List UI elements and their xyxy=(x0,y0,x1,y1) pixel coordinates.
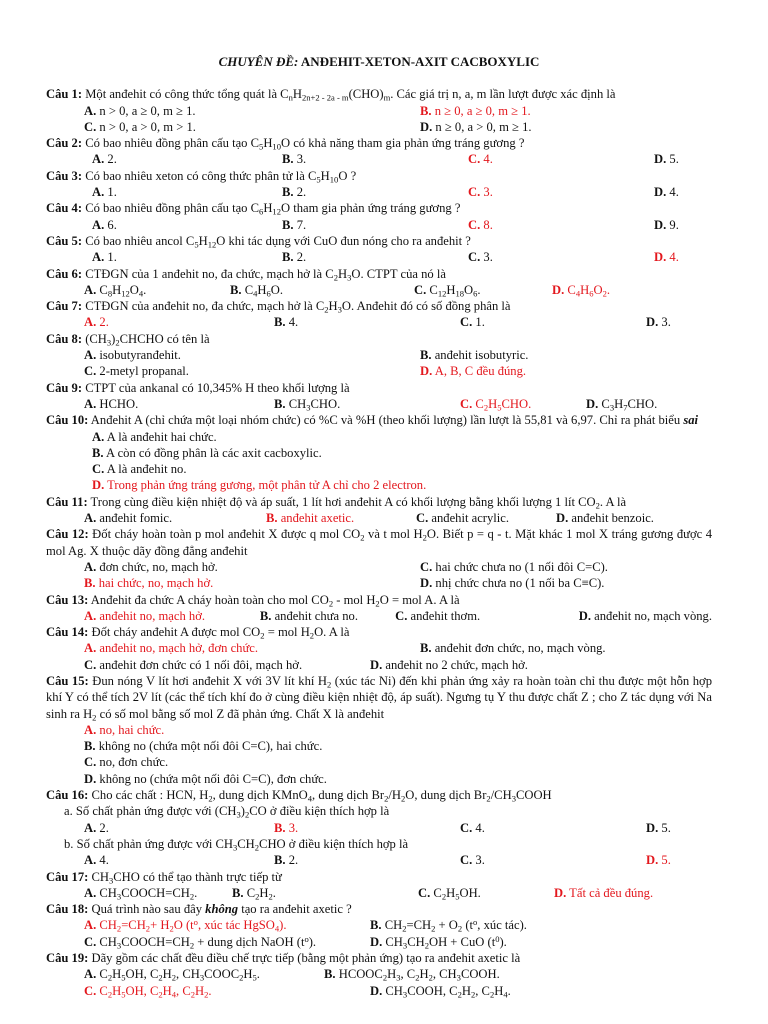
answer-row xyxy=(46,510,712,526)
option-d: D. Trong phản ứng tráng gương, một phân tử A chỉ cho 2 electron. xyxy=(92,478,427,493)
option-d: D. anđehit no, mạch vòng. xyxy=(578,608,713,623)
question-17: Câu 17: $CH_3CHO$ có thể tạo thành trực tiếp từ xyxy=(46,869,282,885)
question-1 xyxy=(46,86,712,102)
option-d: D. $CH_3CH_2OH$ + CuO $(t^0)$. xyxy=(370,933,507,951)
option-a: A. anđehit fomic. xyxy=(84,511,173,526)
option-a: A. no, hai chức. xyxy=(84,722,165,737)
answer-row xyxy=(46,820,712,836)
question-18: Câu 18: Quá trình nào sau đây không tạo ra anđehit axetic ? xyxy=(46,902,352,917)
question-3: Câu 3: Có bao nhiêu xeton có công thức phân tử là $C_5H_{10}O$ ? xyxy=(46,168,357,185)
option-a: A. anđehit no, mạch hở, đơn chức. xyxy=(84,641,259,656)
option-a: A. 1. xyxy=(92,185,117,200)
answer-row xyxy=(46,119,712,135)
option-b: B. anđehit axetic. xyxy=(266,511,355,526)
option-c: C. n > 0, a > 0, m > 1. xyxy=(84,119,196,134)
question-16a: a. Số chất phản ứng được với $(CH_3)_2CO$ ở điều kiện thích hợp là xyxy=(64,804,390,820)
question-16: Câu 16: Cho các chất : HCN, $H_2$, dung dịch KMnO$_4$, dung dịch $Br_2/H_2O$, dung dịch $Br_2/CH_3COOH$ xyxy=(46,788,552,804)
answer-row xyxy=(46,396,712,412)
option-b: C. hai chức chưa no (1 nối đôi C=C). xyxy=(420,559,608,574)
option-b: B. 3. xyxy=(274,820,299,835)
title-rest: ANĐEHIT-XETON-AXIT CACBOXYLIC xyxy=(298,54,540,69)
option-a: A. n > 0, a ≥ 0, m ≥ 1. xyxy=(84,103,196,118)
emphasis-khong: không xyxy=(205,902,239,917)
option-d: D. 5. xyxy=(654,152,679,167)
option-b: B. $C_2H_2$. xyxy=(232,885,276,902)
answer-row xyxy=(46,282,712,298)
option-c: B. hai chức, no, mạch hở. xyxy=(84,576,214,591)
question-11: Câu 11: Trong cùng điều kiện nhiệt độ và áp suất, 1 lít hơi anđehit A có khối lượng bằng khối lượng 1 lít $CO_2$. A là xyxy=(46,494,627,511)
option-b: B. anđehit isobutyric. xyxy=(420,348,529,363)
option-d: D. A, B, C đều đúng. xyxy=(420,364,527,379)
option-c: C. $C_2H_5CHO$. xyxy=(460,396,532,413)
option-d: D. anđehit benzoic. xyxy=(556,511,654,526)
option-b: B. 2. xyxy=(282,250,307,265)
question-12: Câu 12: Đốt cháy hoàn toàn p mol anđehit X được q mol $CO_2$ và t mol $H_2O$. Biết p = q - t. Mặt khác 1 mol X tráng gương được 4 mol Ag. X thuộc dãy đồng đẳng anđehit xyxy=(46,527,712,558)
answer-row xyxy=(46,640,712,656)
option-c: C. anđehit đơn chức có 1 nối đôi, mạch hở. xyxy=(84,657,303,672)
answer-row xyxy=(46,934,712,950)
option-c: C. $C_2H_5OH$, $C_2H_4$, $C_2H_2$. xyxy=(84,983,212,1000)
question-2: Câu 2: Có bao nhiêu đồng phân cấu tạo $C_5H_{10}O$ có khả năng tham gia phản ứng tráng gương ? xyxy=(46,136,525,152)
option-c: C. anđehit acrylic. xyxy=(416,511,510,526)
question-6: Câu 6: CTĐGN của 1 anđehit no, đa chức, mạch hở là $C_2H_3O$. CTPT của nó là xyxy=(46,266,446,282)
question-16b: b. Số chất phản ứng được với $CH_3CH_2CHO$ ở điều kiện thích hợp là xyxy=(64,836,409,853)
answer-row xyxy=(46,966,712,982)
question-15: Câu 15: Đun nóng V lít hơi anđehit X với 3V lít khí $H_2$ (xúc tác Ni) đến khi phản ứng xảy ra hoàn toàn chỉ thu được một hỗn hợp khí Y có thể tích 2V lít (các thể tích khí đo ở cùng điều kiện nhiệt độ, áp suất). Ngưng tụ Y thu được chất Z ; cho Z tác dụng với Na sinh ra $H_2$ có số mol bằng số mol Z đã phản ứng. Chất X là anđehit xyxy=(46,673,712,722)
question-9: Câu 9: CTPT của ankanal có 10,345% H theo khối lượng là xyxy=(46,380,350,395)
question-5: Câu 5: Có bao nhiêu ancol $C_5H_{12}O$ khi tác dụng với CuO đun nóng cho ra anđehit ? xyxy=(46,233,471,250)
answer-row xyxy=(46,575,712,591)
option-a: A. 2. xyxy=(84,820,109,835)
option-a: A. 4. xyxy=(84,853,109,868)
answer-row xyxy=(46,608,712,624)
option-a: A. đơn chức, no, mạch hở. xyxy=(84,559,218,574)
option-b: B. $CH_3CHO$. xyxy=(274,396,341,413)
option-c: C. 3. xyxy=(460,853,485,868)
option-a: A. 1. xyxy=(92,250,117,265)
option-b: B. anđehit đơn chức, no, mạch vòng. xyxy=(420,641,606,656)
option-d: D. $C_3H_7CHO$. xyxy=(586,396,658,413)
option-a: A. $CH_3COOCH=CH_2$. xyxy=(84,885,198,902)
option-a: A. $CH_2=CH_2+ H_2O$ ($t^o$, xúc tác HgSO$_4$). xyxy=(84,917,287,934)
option-a: A. isobutyranđehit. xyxy=(84,348,181,363)
emphasis-sai: sai xyxy=(683,413,699,428)
option-b: B. $HCOOC_2H_3$, $C_2H_2$, $CH_3COOH$. xyxy=(324,967,500,983)
option-b: B. anđehit chưa no. xyxy=(259,608,358,623)
option-c: C. 1. xyxy=(460,315,485,330)
answer-row xyxy=(46,217,712,233)
question-14: Câu 14: Đốt cháy anđehit A được mol $CO_2$ = mol $H_2O$. A là xyxy=(46,625,350,641)
question-8: Câu 8: $(CH_3)_2CHCHO$ có tên là xyxy=(46,331,210,348)
question-7: Câu 7: CTĐGN của anđehit no, đa chức, mạch hở là $C_2H_3O$. Anđehit đó có số đồng phân là xyxy=(46,299,511,315)
answer-row xyxy=(46,314,712,330)
option-c: C. 4. xyxy=(468,152,493,167)
option-a: A. 6. xyxy=(92,217,117,232)
option-b: B. $C_4H_6O$. xyxy=(230,282,284,299)
question-13: Câu 13: Anđehit đa chức A cháy hoàn toàn cho mol $CO_2$ - mol $H_2O$ = mol A. A là xyxy=(46,592,460,608)
option-c: C. 4. xyxy=(460,820,485,835)
option-c: C. no, đơn chức. xyxy=(84,755,169,770)
answer-row xyxy=(46,657,712,673)
option-b: B. $CH_2=CH_2 + O_2$ ($t^o$, xúc tác). xyxy=(370,917,527,934)
answer-row xyxy=(46,559,712,575)
option-d: D. 4. xyxy=(654,250,679,265)
question-number: Câu 1: xyxy=(46,87,83,102)
question-10: Câu 10: Anđehit A (chỉ chứa một loại nhóm chức) có %C và %H (theo khối lượng) lần lượt là 55,81 và 6,97. Chỉ ra phát biểu sai xyxy=(46,413,699,428)
option-a: A. HCHO. xyxy=(84,396,139,411)
answer-row xyxy=(46,151,712,167)
option-a: A. A là anđehit hai chức. xyxy=(92,429,217,444)
option-a: A. 2. xyxy=(92,152,117,167)
option-d: D. 9. xyxy=(654,217,679,232)
option-a: A. $C_8H_{12}O_4$. xyxy=(84,282,147,299)
option-d: D. 5. xyxy=(646,853,671,868)
option-b: B. không no (chứa một nối đôi C=C), hai chức. xyxy=(84,739,323,754)
option-d: D. không no (chứa một nối đôi C=C), đơn chức. xyxy=(84,771,327,786)
option-c: C. anđehit thơm. xyxy=(395,608,481,623)
answer-row xyxy=(46,917,712,933)
option-d: D. 4. xyxy=(654,185,679,200)
option-d: D. $C_4H_6O_2$. xyxy=(552,282,611,299)
answer-row xyxy=(46,852,712,868)
title-lead: CHUYÊN ĐỀ: xyxy=(218,54,299,69)
option-c: C. 3. xyxy=(468,250,493,265)
answer-row xyxy=(46,363,712,379)
option-d: D. Tất cả đều đúng. xyxy=(554,885,654,900)
option-b: B. 3. xyxy=(282,152,307,167)
option-a: A. anđehit no, mạch hở. xyxy=(84,608,206,623)
option-c: C. $CH_3COOCH=CH_2$ + dung dịch NaOH $(t^o)$. xyxy=(84,933,317,951)
option-d: D. 3. xyxy=(646,315,671,330)
answer-row xyxy=(46,249,712,265)
option-d: D. n ≥ 0, a > 0, m ≥ 1. xyxy=(420,119,532,134)
answer-row xyxy=(46,983,712,999)
answer-row xyxy=(46,885,712,901)
option-b: B. A còn có đồng phân là các axit cacboxylic. xyxy=(92,445,322,460)
option-d: D. anđehit no 2 chức, mạch hở. xyxy=(370,657,528,672)
answer-row xyxy=(46,347,712,363)
option-d: D. nhị chức chưa no (1 nối ba C≡C). xyxy=(420,576,605,591)
option-c: C. 2-metyl propanal. xyxy=(84,364,189,379)
option-c: C. 3. xyxy=(468,185,493,200)
option-b: B. 2. xyxy=(274,853,299,868)
question-4: Câu 4: Có bao nhiêu đồng phân cấu tạo $C_6H_{12}O$ tham gia phản ứng tráng gương ? xyxy=(46,201,461,217)
option-b: B. 4. xyxy=(274,315,299,330)
answer-row xyxy=(46,103,712,119)
option-c: C. $C_{12}H_{18}O_6$. xyxy=(414,282,481,299)
option-a: A. $C_2H_5OH$, $C_2H_2$, $CH_3COOC_2H_5$. xyxy=(84,967,260,983)
option-d: D. $CH_3COOH$, $C_2H_2$, $C_2H_4$. xyxy=(370,983,511,1000)
option-b: B. n ≥ 0, a ≥ 0, m ≥ 1. xyxy=(420,103,531,118)
option-b: B. 2. xyxy=(282,185,307,200)
option-c: C. A là anđehit no. xyxy=(92,462,187,477)
answer-row xyxy=(46,184,712,200)
question-text: Một anđehit có công thức tổng quát là $C_nH_{2n+2 - 2a - m}(CHO)_m$. Các giá trị n, a, m lần lượt được xác định là xyxy=(82,87,616,103)
page-title xyxy=(46,54,712,70)
option-c: C. $C_2H_5OH$. xyxy=(418,885,481,902)
option-b: B. 7. xyxy=(282,217,307,232)
option-c: C. 8. xyxy=(468,217,493,232)
question-19: Câu 19: Dãy gồm các chất đều điều chế trực tiếp (bằng một phản ứng) tạo ra anđehit axetic là xyxy=(46,951,521,966)
option-a: A. 2. xyxy=(84,315,109,330)
option-d: D. 5. xyxy=(646,820,671,835)
